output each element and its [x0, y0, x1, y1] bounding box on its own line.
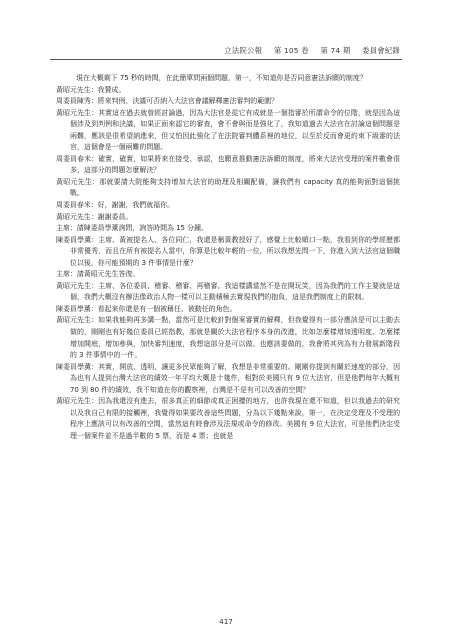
page-number: 417	[219, 617, 233, 626]
volume-number: 第 105 卷	[273, 46, 309, 55]
issue-number: 第 74 期	[320, 46, 351, 55]
transcript-paragraph: 主席：請陳委員學薰詢問，詢答時間為 15 分鐘。	[56, 224, 208, 233]
page-header	[224, 45, 400, 56]
transcript-paragraph: 周委員陳秀：將來判例、決議可否納入大法官會議解釋憲法審判的範圍？	[56, 97, 278, 106]
transcript-paragraph: 陳委員學薰：其實，開放、透明，讓更多民眾能夠了解，我想是非常重要的。剛剛你提到有關於速度的部分，因為也有人提到台灣大法官的績效一年平均大概是十幾件，相對於美國只有 9 位大法官，但是他們每年大概有 70 到 80 件的績效，我不知道在你的觀察裡，台灣是不是有可以改善的空間？	[56, 362, 400, 394]
transcript-paragraph: 黃昭元先生：我贊成。	[56, 85, 126, 94]
transcript-paragraph: 周委員春米：好，謝謝，我們就福你。	[56, 201, 174, 210]
transcript-paragraph: 陳委員學薰：看起來你還是有一個被稱任、被動任的角色。	[56, 304, 237, 313]
transcript-paragraph: 現在大概剩下 75 秒的時間，在此簡單問兩個問題，第一，不知道你是否同意憲法訴願的制度？	[76, 74, 367, 82]
publication-title: 立法院公報	[224, 46, 263, 55]
transcript-paragraph: 黃昭元先生：那就要請大院能夠支持增加大法官的助理及相關配備，讓我們有 capacity 真的能夠面對這個挑戰。	[56, 177, 400, 198]
transcript-paragraph: 黃昭元先生：因為我還沒有進去，很多真正的細節或真正困擾的地方，也許我現在還不知道，但以我過去的研究以及我自己有限的接觸裡，我覺得如果要改善這些問題，分為以下幾點來說，第一，在決定受理及不受理的程序上應該可以有改善的空間，當然這有時會涉及法規或命令的修改。美國有 9 位大法官，可是他們決定受理一個案件並不是過半數的 5 票，而是 4 票；也就是	[56, 397, 400, 440]
section-title: 委員會紀錄	[362, 46, 400, 55]
transcript-paragraph: 黃昭元先生：主席、各位委員、稽審、稽審、再稽審。我這樣講當然不是在開玩笑，因為我們的工作主要就是這個，我們大概沒有辦法像政治人物一樣可以主動積極去實現我們的抱負，這是我們制度上的限制。	[56, 281, 400, 302]
header-rule	[50, 59, 402, 60]
transcript-paragraph: 主席：請黃昭元先生答復。	[56, 270, 140, 279]
transcript-paragraph: 陳委員學薰：主席、黃被提名人、各位同仁，我還是稱黃教授好了，感覺上比較順口一點，我看到你的學經歷都非常優秀，而且在所有被提名人當中，你算是比較年輕的一位，所以我想先問一下，你進入到大法官這個職位以後，你可能預期的 3 件事情是什麼？	[56, 235, 400, 267]
transcript-paragraph: 黃昭元先生：如果我能夠再多講一點，當然可是比較針對個案審實的解釋，但我覺得有一部分應該是可以主動去做的，剛剛也有好幾位委員已經指教，那就是關於大法官程序本身的改進，比如怎麼樣增加透明度、怎麼樣增加開庭，增加參與，加快審判速度，我想這部分是可以做、也應該要做的，我會將其列為有力發展新階段的 3 件事情中的一件。	[56, 316, 400, 360]
transcript-body	[56, 73, 400, 443]
transcript-paragraph: 黃昭元先生：謝謝委員。	[56, 212, 133, 221]
transcript-paragraph: 黃昭元先生：其實這在過去就曾經討論過，因為大法官是從它有成就是一個指審於所謂命令的位階，就是因為這個涉及到判例和決議，如果正面來認它的審查，會不會與而是強化了，我知道過去大法官在討論這個問題是兩難，應該是很希望納進來，但又怕因此強化了在法院審判體系裡的地位，以至於反而會更約束下級審的法官，這個會是一個兩難的問題。	[56, 108, 400, 152]
transcript-paragraph: 周委員春米：確實，確實，如果將來在接受、承認，也願意推動憲法訴願的制度，將來大法官受理的案件數會很多，這部分的問題怎麼解決？	[56, 154, 400, 175]
